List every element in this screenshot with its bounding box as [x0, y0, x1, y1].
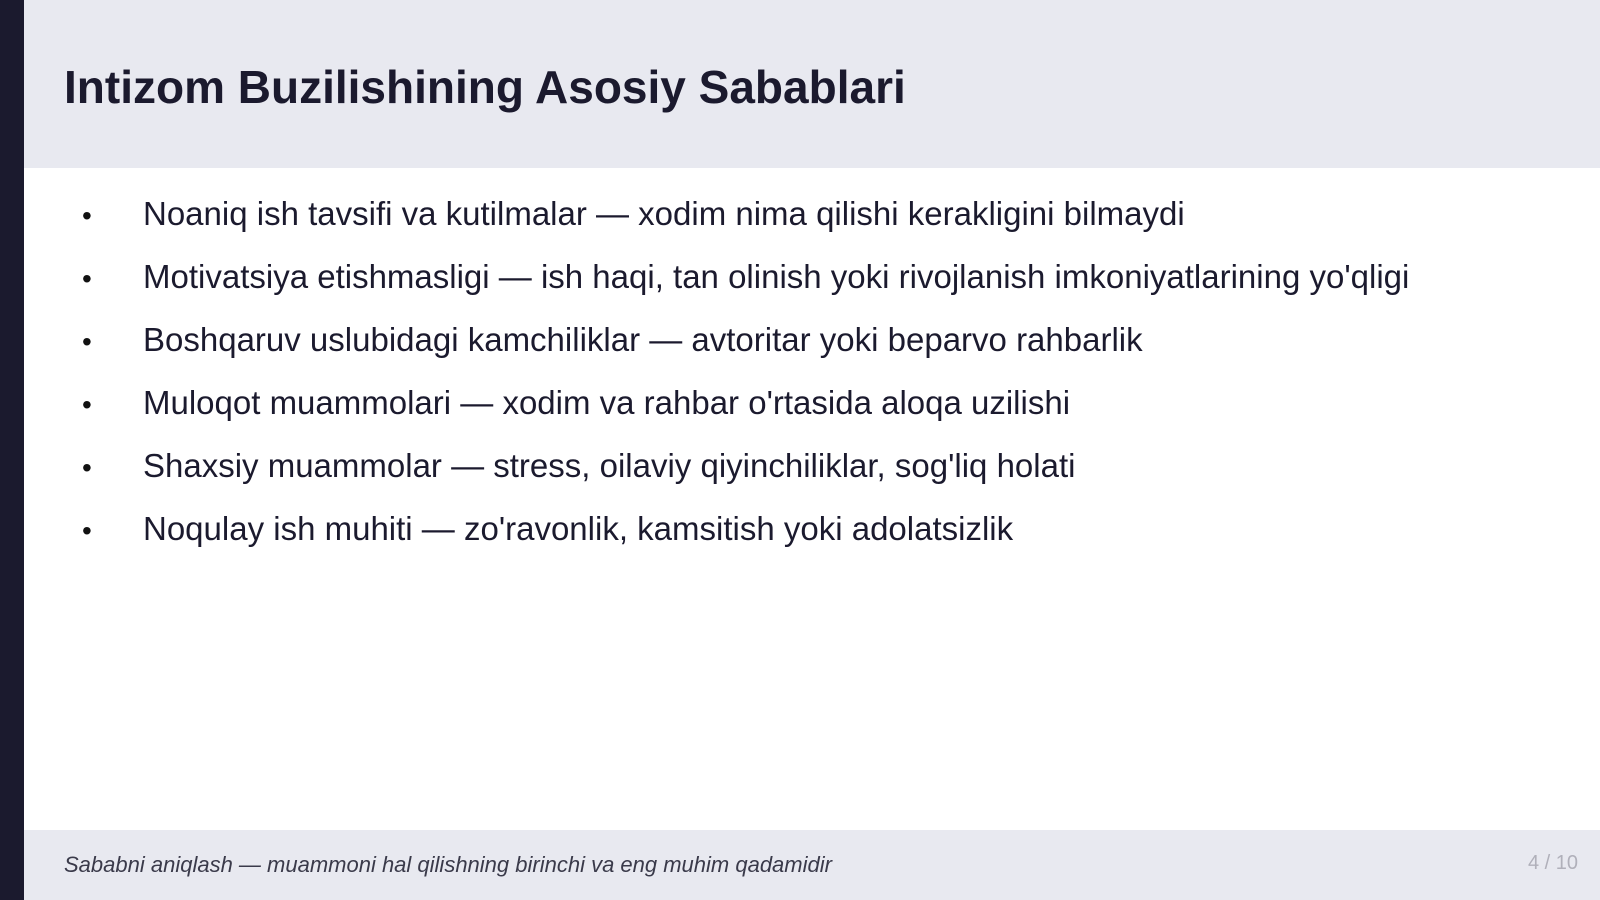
bullet-text: Muloqot muammolari — xodim va rahbar o'rtasida aloqa uzilishi	[143, 384, 1071, 421]
bullet-icon: •	[82, 263, 92, 294]
slide-footer	[24, 830, 1600, 900]
bullet-text: Noqulay ish muhiti — zo'ravonlik, kamsitish yoki adolatsizlik	[143, 510, 1014, 547]
bullet-item	[24, 192, 1584, 255]
bullet-icon: •	[82, 452, 92, 483]
bullet-item	[24, 444, 1584, 507]
page-number: 4 / 10	[1527, 852, 1578, 874]
bullet-icon: •	[82, 326, 92, 357]
slide-header	[24, 0, 1600, 168]
bullet-text: Motivatsiya etishmasligi — ish haqi, tan olinish yoki rivojlanish imkoniyatlarining yo'qligi	[143, 258, 1410, 295]
bullet-text: Shaxsiy muammolar — stress, oilaviy qiyinchiliklar, sog'liq holati	[143, 447, 1076, 484]
bullet-item	[24, 255, 1584, 318]
bullet-item	[24, 318, 1584, 381]
accent-bar	[0, 0, 24, 900]
bullet-item	[24, 381, 1584, 444]
bullet-icon: •	[82, 515, 92, 546]
slide-content	[24, 168, 1600, 830]
slide-title: Intizom Buzilishining Asosiy Sabablari	[64, 61, 906, 113]
bullet-item	[24, 507, 1584, 570]
bullet-icon: •	[82, 200, 92, 231]
bullet-text: Boshqaruv uslubidagi kamchiliklar — avtoritar yoki beparvo rahbarlik	[143, 321, 1143, 358]
bullet-text: Noaniq ish tavsifi va kutilmalar — xodim nima qilishi kerakligini bilmaydi	[143, 195, 1185, 232]
bullet-list	[24, 192, 1584, 570]
bullet-icon: •	[82, 389, 92, 420]
footer-note: Sababni aniqlash — muammoni hal qilishning birinchi va eng muhim qadamidir	[64, 852, 832, 877]
